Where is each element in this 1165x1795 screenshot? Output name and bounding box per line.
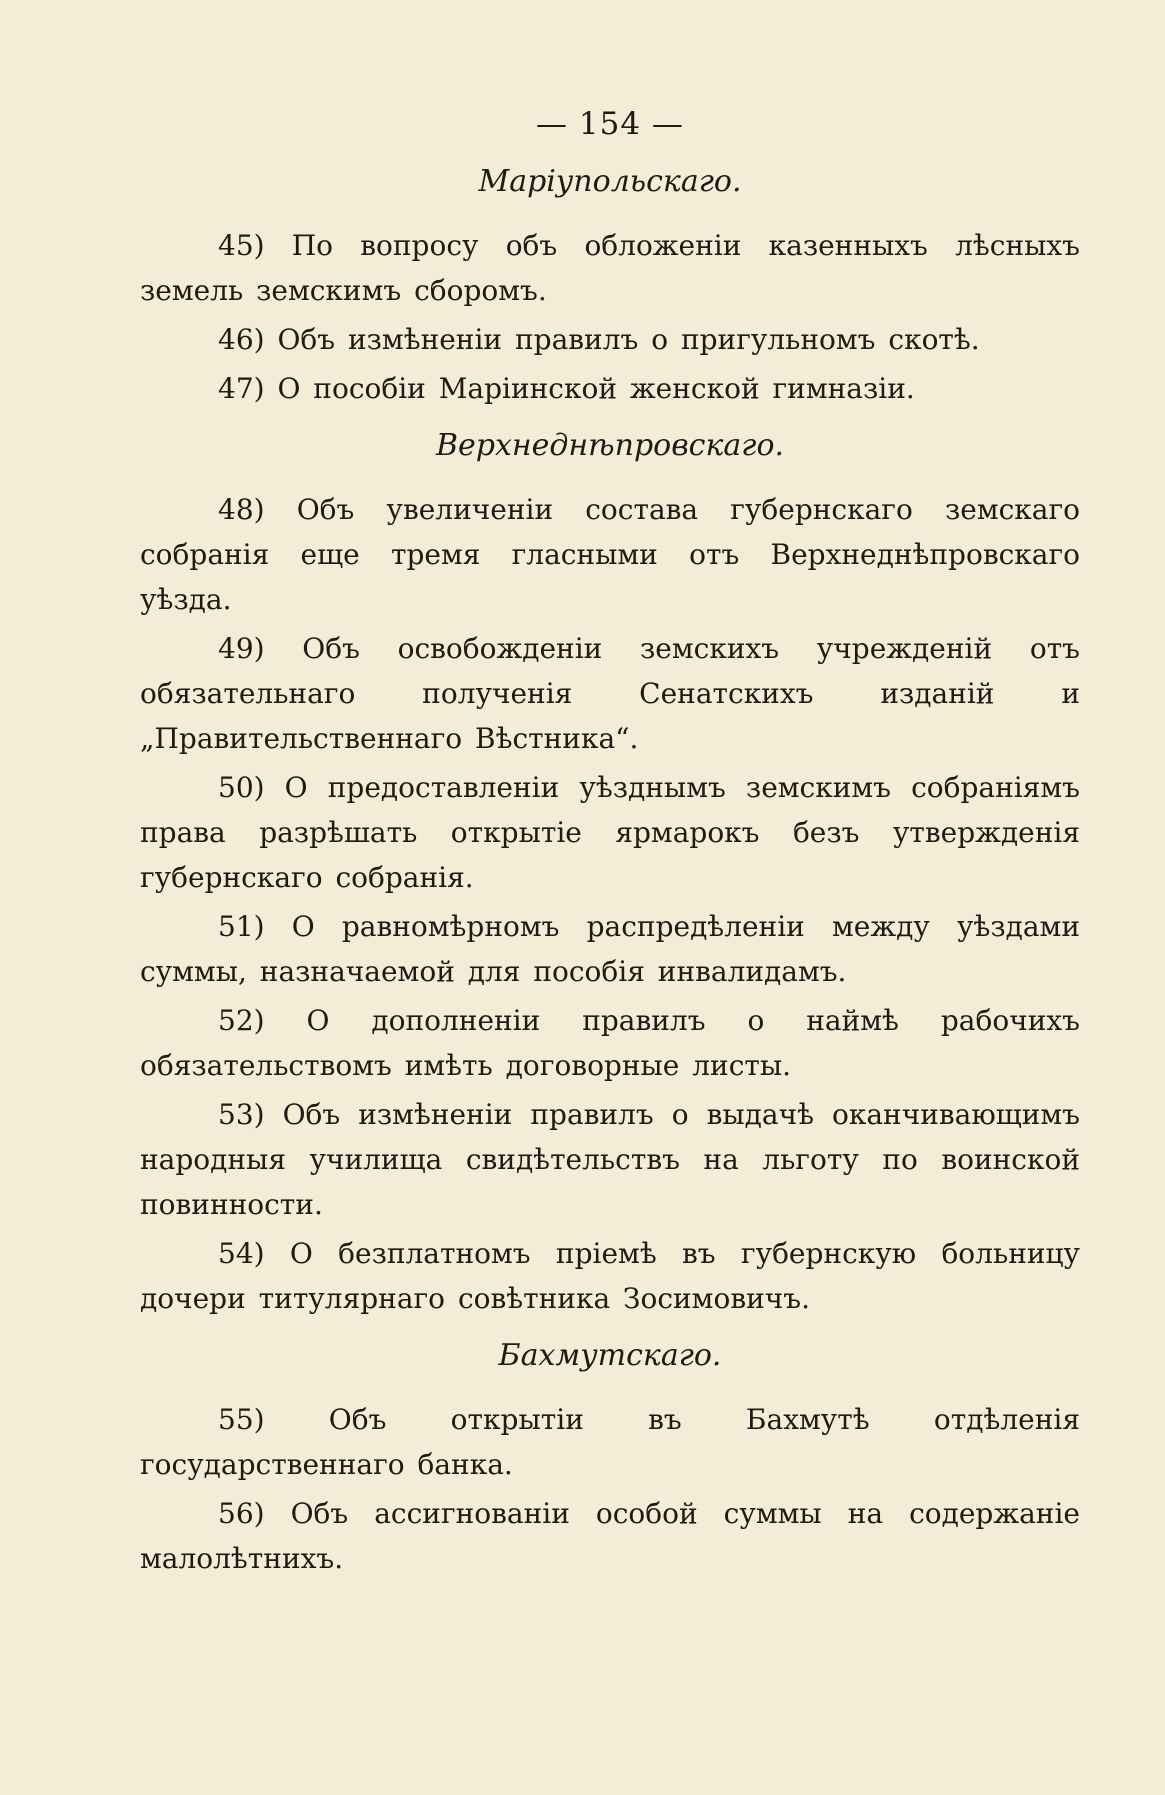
section-heading: Бахмутскаго.	[498, 1338, 722, 1373]
list-item: 48) Объ увеличеніи состава губернскаго земскаго собранія еще тремя гласными отъ Верхнеднѣпровскаго уѣзда.	[140, 493, 1080, 616]
list-item: 56) Объ ассигнованіи особой суммы на содержаніе малолѣтнихъ.	[140, 1497, 1080, 1575]
list-item: 49) Объ освобожденіи земскихъ учрежденій отъ обязательнаго полученія Сенатскихъ изданій и „Правительственнаго Вѣстника“.	[140, 632, 1080, 755]
section-bakhmut	[140, 1335, 1080, 1581]
section-heading: Верхнеднѣпровскаго.	[435, 428, 785, 463]
page-number: — 154 —	[536, 106, 684, 142]
list-item: 53) Объ измѣненіи правилъ о выдачѣ оканчивающимъ народныя училища свидѣтельствъ на льготу по воинской повинности.	[140, 1098, 1080, 1221]
list-item: 46) Объ измѣненіи правилъ о пригульномъ скотѣ.	[218, 323, 980, 356]
list-item: 55) Объ открытіи въ Бахмутѣ отдѣленія государственнаго банка.	[140, 1403, 1080, 1481]
list-item: 51) О равномѣрномъ распредѣленіи между уѣздами суммы, назначаемой для пособія инвалидамъ.	[140, 910, 1080, 988]
list-item: 45) По вопросу объ обложеніи казенныхъ лѣсныхъ земель земскимъ сборомъ.	[140, 229, 1080, 307]
list-item: 54) О безплатномъ пріемѣ въ губернскую больницу дочери титулярнаго совѣтника Зосимовичъ.	[140, 1237, 1080, 1315]
book-page	[140, 95, 1080, 1735]
section-mariupol	[140, 161, 1080, 411]
section-heading: Маріупольскаго.	[478, 164, 742, 199]
section-verkhnedneprovsk	[140, 425, 1080, 1321]
list-item: 47) О пособіи Маріинской женской гимназіи.	[218, 372, 915, 405]
list-item: 52) О дополненіи правилъ о наймѣ рабочихъ обязательствомъ имѣть договорные листы.	[140, 1004, 1080, 1082]
list-item: 50) О предоставленіи уѣзднымъ земскимъ собраніямъ права разрѣшать открытіе ярмарокъ безъ утвержденія губернскаго собранія.	[140, 771, 1080, 894]
